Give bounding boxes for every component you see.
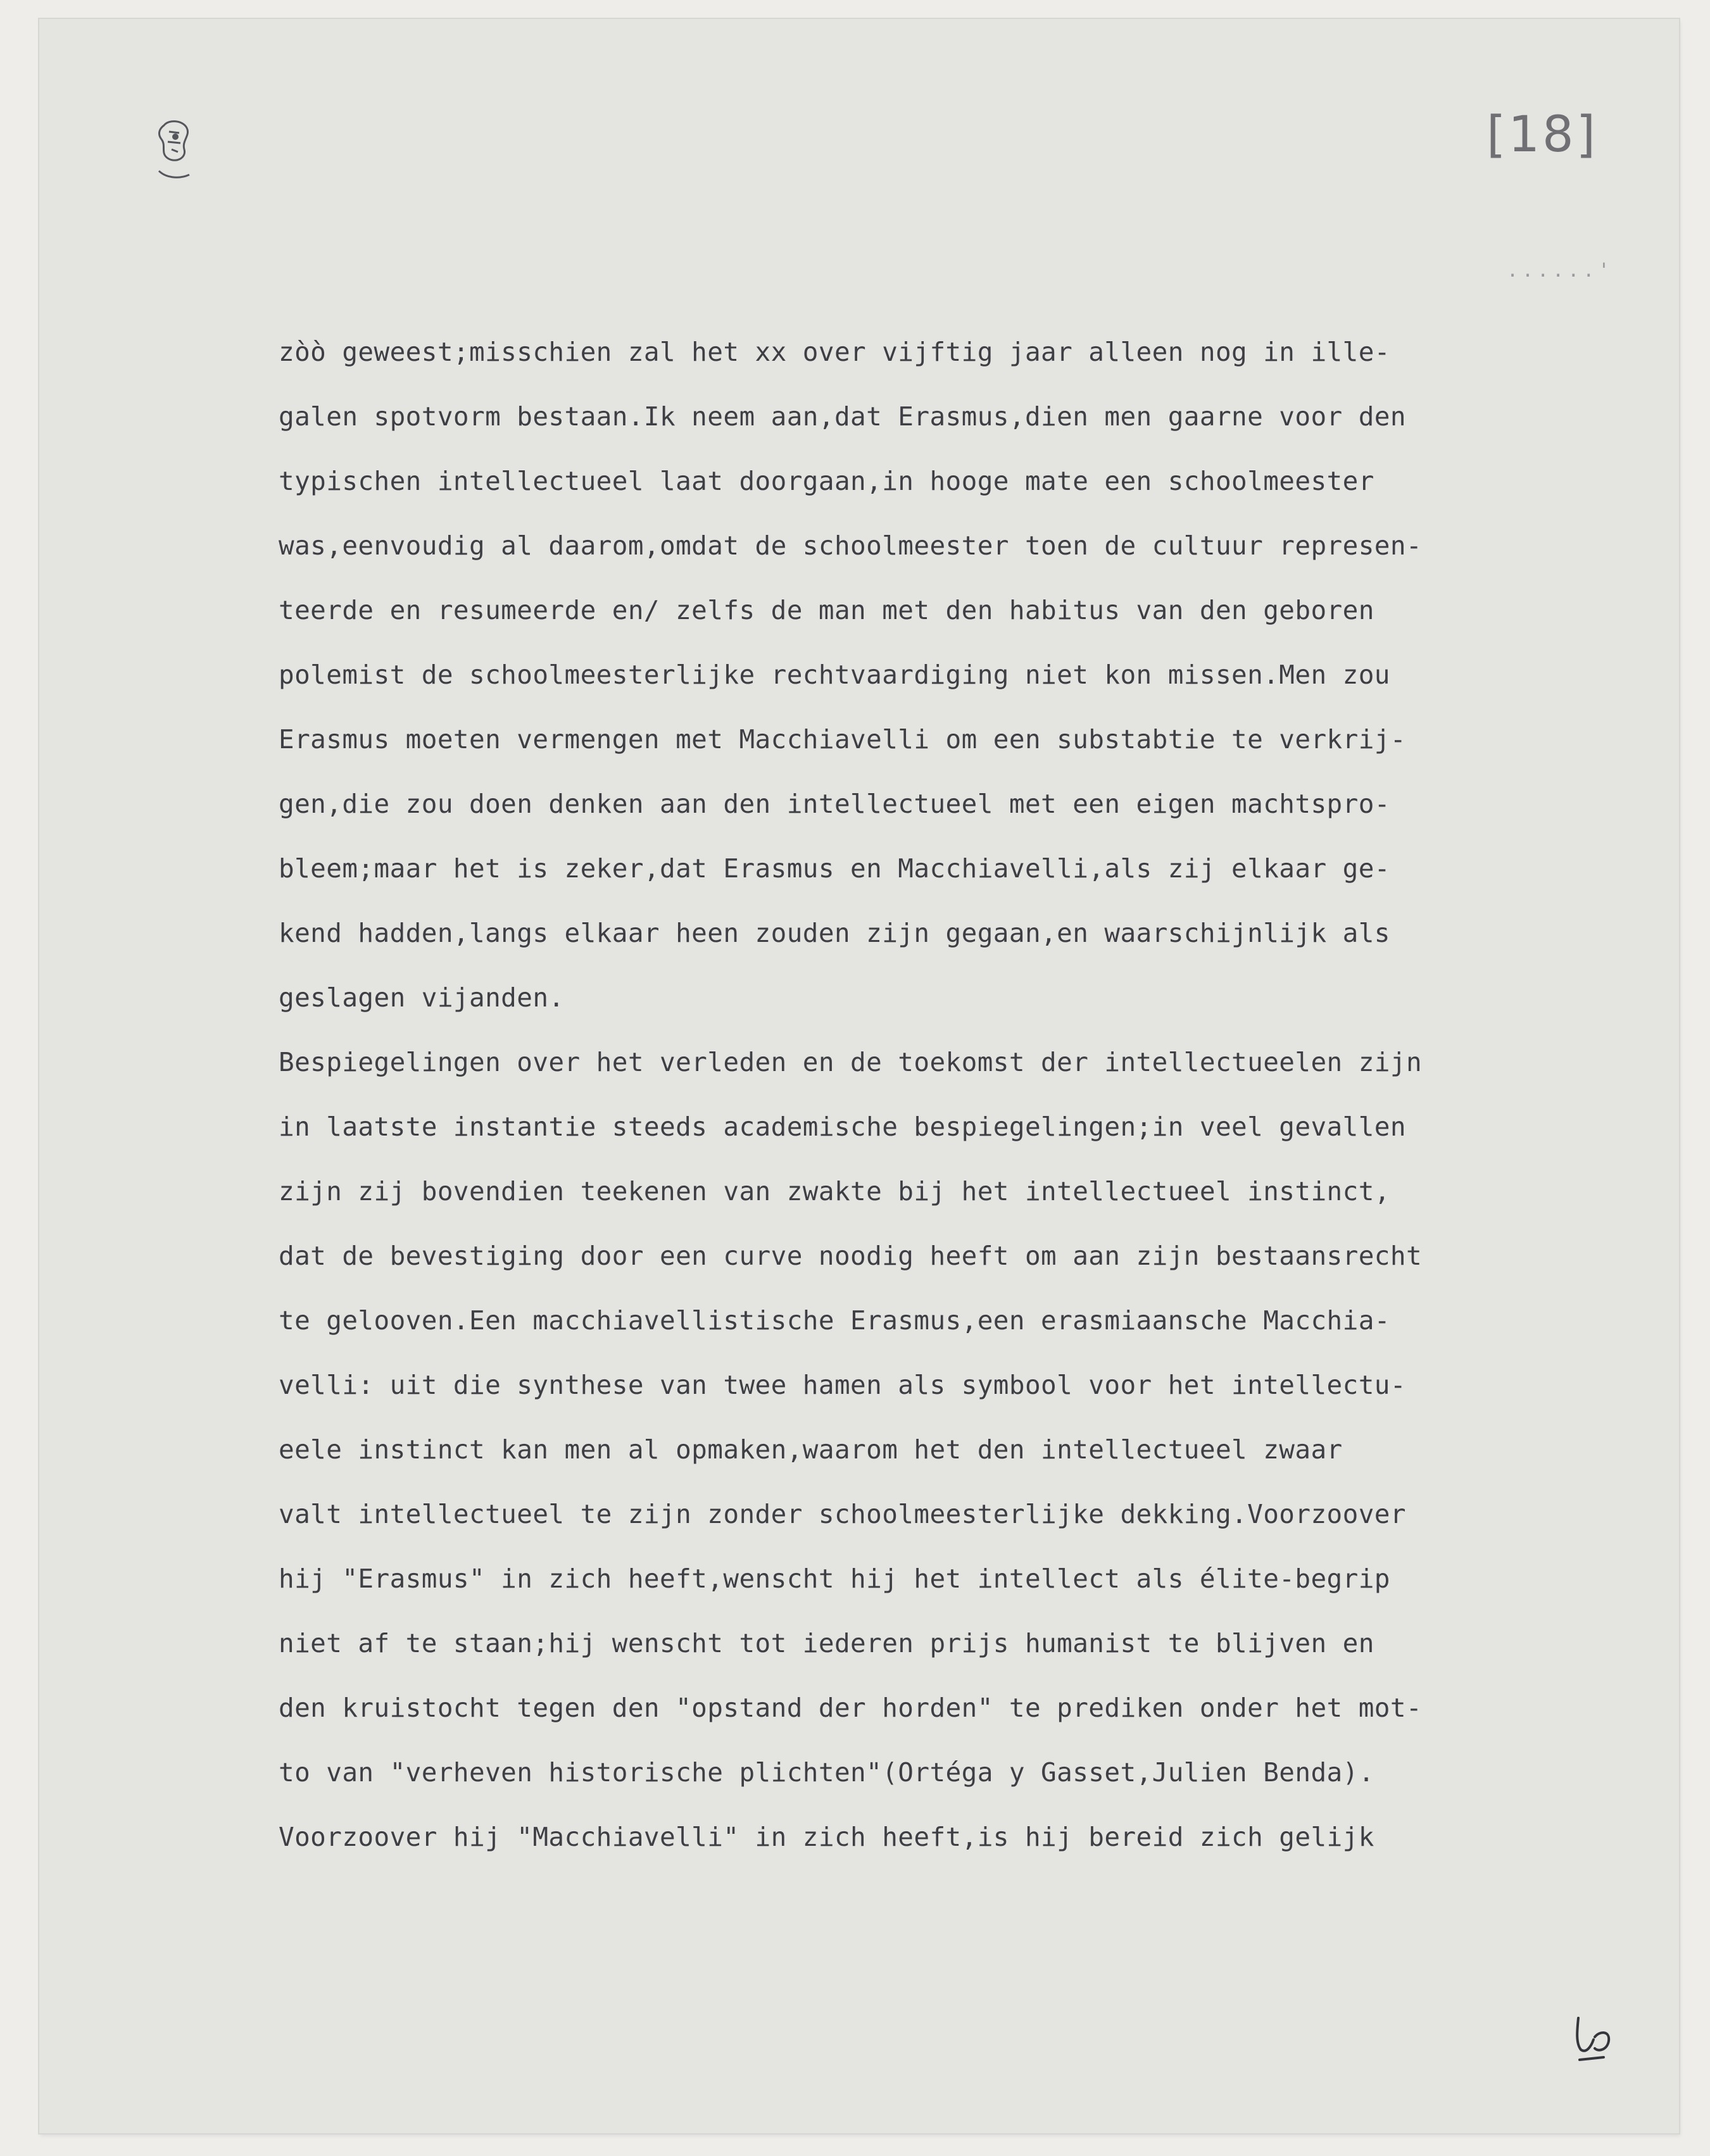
text-line: geslagen vijanden. bbox=[279, 982, 565, 1013]
text-line: Bespiegelingen over het verleden en de toekomst der intellectueelen zijn bbox=[279, 1047, 1423, 1077]
text-line: hij "Erasmus" in zich heeft,wenscht hij het intellect als élite-begrip bbox=[279, 1564, 1390, 1594]
margin-dots: ......' bbox=[1507, 260, 1614, 282]
text-line: in laatste instantie steeds academische bespiegelingen;in veel gevallen bbox=[279, 1112, 1406, 1142]
archive-stamp-icon bbox=[150, 114, 201, 196]
text-line: bleem;maar het is zeker,dat Erasmus en Macchiavelli,als zij elkaar ge- bbox=[279, 853, 1390, 884]
text-line: typischen intellectueel laat doorgaan,in hooge mate een schoolmeester bbox=[279, 466, 1374, 496]
text-line: to van "verheven historische plichten"(Ortéga y Gasset,Julien Benda). bbox=[279, 1757, 1374, 1788]
text-line: was,eenvoudig al daarom,omdat de schoolmeester toen de cultuur represen- bbox=[279, 530, 1423, 561]
text-line: galen spotvorm bestaan.Ik neem aan,dat Erasmus,dien men gaarne voor den bbox=[279, 401, 1406, 432]
text-line: eele instinct kan men al opmaken,waarom het den intellectueel zwaar bbox=[279, 1434, 1343, 1465]
handwritten-mark-icon bbox=[1567, 2012, 1630, 2069]
text-line: Erasmus moeten vermengen met Macchiavelli om een substabtie te verkrij- bbox=[279, 724, 1406, 755]
text-line: polemist de schoolmeesterlijke rechtvaardiging niet kon missen.Men zou bbox=[279, 660, 1390, 690]
text-line: zòò geweest;misschien zal het xx over vijftig jaar alleen nog in ille- bbox=[279, 337, 1390, 367]
text-line: gen,die zou doen denken aan den intellectueel met een eigen machtspro- bbox=[279, 789, 1390, 819]
text-line: teerde en resumeerde en/ zelfs de man met den habitus van den geboren bbox=[279, 595, 1374, 625]
text-line: niet af te staan;hij wenscht tot iederen prijs humanist te blijven en bbox=[279, 1628, 1374, 1658]
page-number: [18] bbox=[1487, 106, 1599, 163]
text-line: zijn zij bovendien teekenen van zwakte bij het intellectueel instinct, bbox=[279, 1176, 1390, 1206]
body-text bbox=[279, 320, 1684, 1869]
text-line: velli: uit die synthese van twee hamen als symbool voor het intellectu- bbox=[279, 1370, 1406, 1400]
text-line: valt intellectueel te zijn zonder schoolmeesterlijke dekking.Voorzoover bbox=[279, 1499, 1406, 1529]
text-line: te gelooven.Een macchiavellistische Erasmus,een erasmiaansche Macchia- bbox=[279, 1305, 1390, 1336]
text-line: Voorzoover hij "Macchiavelli" in zich heeft,is hij bereid zich gelijk bbox=[279, 1822, 1374, 1852]
text-line: den kruistocht tegen den "opstand der horden" te prediken onder het mot- bbox=[279, 1693, 1423, 1723]
text-line: kend hadden,langs elkaar heen zouden zijn gegaan,en waarschijnlijk als bbox=[279, 918, 1390, 948]
text-line: dat de bevestiging door een curve noodig heeft om aan zijn bestaansrecht bbox=[279, 1241, 1423, 1271]
